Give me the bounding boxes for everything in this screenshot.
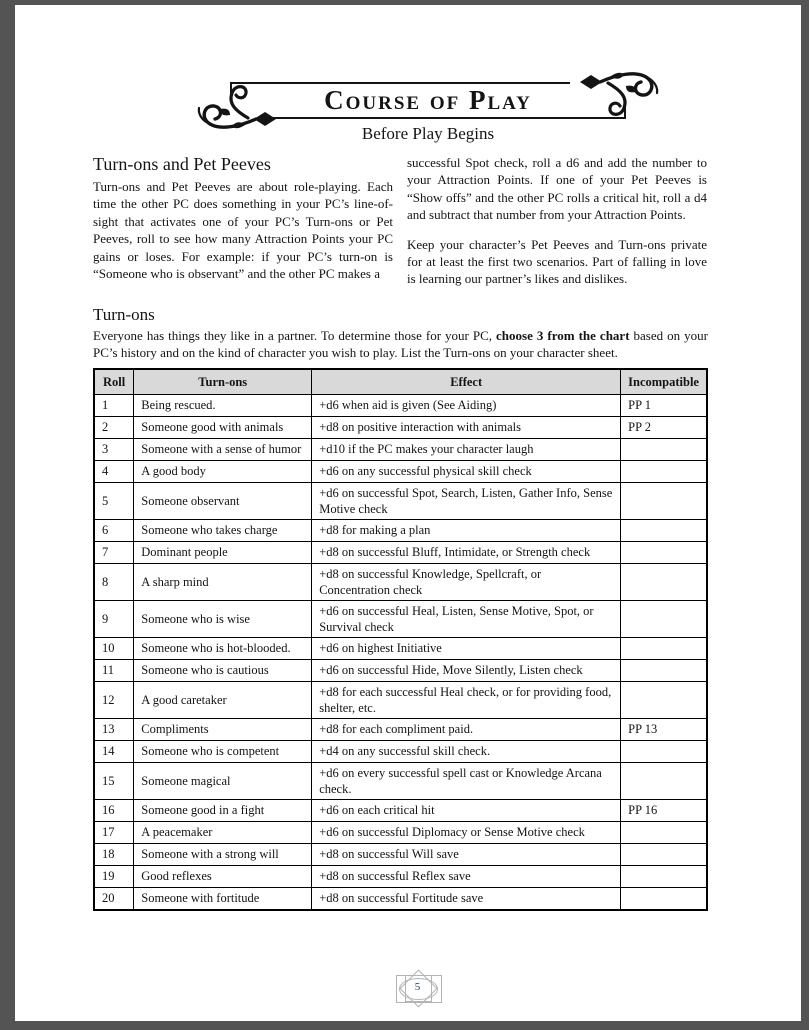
roll-cell: 14 xyxy=(94,740,134,762)
table-row xyxy=(94,821,707,843)
title-banner xyxy=(230,82,626,119)
turnon-cell: Someone magical xyxy=(134,762,312,799)
effect-cell: +d6 on successful Heal, Listen, Sense Motive, Spot, or Survival check xyxy=(312,600,621,637)
table-row xyxy=(94,865,707,887)
intro-paragraph-2: successful Spot check, roll a d6 and add the number to your Attraction Points. If one of your Pet Peeves is “Show offs” and the other PC rolls a critical hit, roll a d4 and subtract that number from your Attraction Points. xyxy=(407,155,707,223)
incompatible-cell: PP 16 xyxy=(621,799,707,821)
effect-cell: +d8 on successful Knowledge, Spellcraft, or Concentration check xyxy=(312,563,621,600)
incompatible-cell: PP 2 xyxy=(621,416,707,438)
incompatible-cell xyxy=(621,438,707,460)
effect-cell: +d4 on any successful skill check. xyxy=(312,740,621,762)
intro-columns xyxy=(93,154,708,288)
incompatible-cell xyxy=(621,865,707,887)
section-heading-turnons: Turn-ons xyxy=(93,304,155,324)
incompatible-cell xyxy=(621,541,707,563)
page-number-ornament xyxy=(395,968,443,1010)
effect-cell: +d8 on successful Fortitude save xyxy=(312,887,621,910)
effect-cell: +d8 for making a plan xyxy=(312,519,621,541)
table-row xyxy=(94,460,707,482)
effect-cell: +d6 on highest Initiative xyxy=(312,637,621,659)
table-row xyxy=(94,659,707,681)
table-row xyxy=(94,541,707,563)
incompatible-cell xyxy=(621,637,707,659)
roll-cell: 2 xyxy=(94,416,134,438)
turnon-cell: Being rescued. xyxy=(134,394,312,416)
table-row xyxy=(94,519,707,541)
incompatible-cell xyxy=(621,762,707,799)
intro-right-column xyxy=(407,154,707,288)
roll-cell: 18 xyxy=(94,843,134,865)
turnon-cell: Someone who is wise xyxy=(134,600,312,637)
table-row xyxy=(94,394,707,416)
effect-cell: +d6 on each critical hit xyxy=(312,799,621,821)
roll-cell: 11 xyxy=(94,659,134,681)
turnons-table xyxy=(93,368,708,911)
effect-cell: +d6 on successful Diplomacy or Sense Motive check xyxy=(312,821,621,843)
effect-cell: +d6 on successful Hide, Move Silently, Listen check xyxy=(312,659,621,681)
incompatible-cell: PP 1 xyxy=(621,394,707,416)
table-row xyxy=(94,482,707,519)
effect-cell: +d8 for each compliment paid. xyxy=(312,718,621,740)
roll-cell: 17 xyxy=(94,821,134,843)
turnon-cell: A good body xyxy=(134,460,312,482)
effect-cell: +d8 on successful Bluff, Intimidate, or Strength check xyxy=(312,541,621,563)
effect-cell: +d8 on successful Reflex save xyxy=(312,865,621,887)
incompatible-cell xyxy=(621,740,707,762)
document-page xyxy=(15,5,801,1021)
roll-cell: 9 xyxy=(94,600,134,637)
roll-cell: 7 xyxy=(94,541,134,563)
turnon-cell: Someone good with animals xyxy=(134,416,312,438)
turnons-table-body xyxy=(94,394,707,910)
incompatible-cell xyxy=(621,460,707,482)
column-header-turnons: Turn-ons xyxy=(134,369,312,395)
column-header-effect: Effect xyxy=(312,369,621,395)
turnon-cell: Someone with fortitude xyxy=(134,887,312,910)
turnon-cell: Someone observant xyxy=(134,482,312,519)
turnon-cell: Someone who is cautious xyxy=(134,659,312,681)
turnon-cell: Someone who is competent xyxy=(134,740,312,762)
table-row xyxy=(94,843,707,865)
roll-cell: 16 xyxy=(94,799,134,821)
table-row xyxy=(94,563,707,600)
turnon-cell: Good reflexes xyxy=(134,865,312,887)
roll-cell: 8 xyxy=(94,563,134,600)
incompatible-cell xyxy=(621,600,707,637)
intro-paragraph-1: Turn-ons and Pet Peeves are about role-playing. Each time the other PC does something in your PC’s line-of-sight that activates one of your PC’s Turn-ons or Pet Peeves, roll to see how many Attraction Points your PC gains or loses. For example: if your PC’s turn-on is “Someone who is observant” and the other PC makes a xyxy=(93,179,393,282)
roll-cell: 3 xyxy=(94,438,134,460)
incompatible-cell xyxy=(621,659,707,681)
table-header-row xyxy=(94,369,707,395)
incompatible-cell xyxy=(621,519,707,541)
column-header-incompatible: Incompatible xyxy=(621,369,707,395)
roll-cell: 15 xyxy=(94,762,134,799)
table-row xyxy=(94,600,707,637)
table-row xyxy=(94,681,707,718)
intro-paragraph-3: Keep your character’s Pet Peeves and Turn-ons private for at least the first two scenarios. Part of falling in love is learning our partner’s likes and dislikes. xyxy=(407,236,707,287)
roll-cell: 10 xyxy=(94,637,134,659)
intro-left-column xyxy=(93,154,393,288)
incompatible-cell xyxy=(621,821,707,843)
effect-cell: +d10 if the PC makes your character laugh xyxy=(312,438,621,460)
turnon-cell: A peacemaker xyxy=(134,821,312,843)
effect-cell: +d6 when aid is given (See Aiding) xyxy=(312,394,621,416)
column-header-roll: Roll xyxy=(94,369,134,395)
effect-cell: +d8 on successful Will save xyxy=(312,843,621,865)
table-row xyxy=(94,718,707,740)
turnon-cell: Compliments xyxy=(134,718,312,740)
turnons-intro-bold: choose 3 from the chart xyxy=(496,327,630,343)
turnon-cell: Someone who is hot-blooded. xyxy=(134,637,312,659)
turnons-intro-pre: Everyone has things they like in a partner. To determine those for your PC, xyxy=(93,327,497,343)
page-subtitle: Before Play Begins xyxy=(361,124,495,143)
turnon-cell: Someone with a sense of humor xyxy=(134,438,312,460)
incompatible-cell xyxy=(621,482,707,519)
turnon-cell: A sharp mind xyxy=(134,563,312,600)
section-heading-turnons-pet-peeves: Turn-ons and Pet Peeves xyxy=(93,154,271,174)
effect-cell: +d6 on successful Spot, Search, Listen, Gather Info, Sense Motive check xyxy=(312,482,621,519)
roll-cell: 1 xyxy=(94,394,134,416)
table-row xyxy=(94,740,707,762)
effect-cell: +d8 for each successful Heal check, or for providing food, shelter, etc. xyxy=(312,681,621,718)
turnon-cell: Someone with a strong will xyxy=(134,843,312,865)
roll-cell: 4 xyxy=(94,460,134,482)
turnon-cell: Someone who takes charge xyxy=(134,519,312,541)
roll-cell: 5 xyxy=(94,482,134,519)
effect-cell: +d6 on every successful spell cast or Knowledge Arcana check. xyxy=(312,762,621,799)
effect-cell: +d6 on any successful physical skill check xyxy=(312,460,621,482)
table-row xyxy=(94,637,707,659)
table-row xyxy=(94,416,707,438)
roll-cell: 20 xyxy=(94,887,134,910)
turnons-intro-paragraph xyxy=(93,327,708,362)
table-row xyxy=(94,887,707,910)
roll-cell: 6 xyxy=(94,519,134,541)
incompatible-cell xyxy=(621,843,707,865)
incompatible-cell xyxy=(621,563,707,600)
table-row xyxy=(94,799,707,821)
roll-cell: 19 xyxy=(94,865,134,887)
page-content xyxy=(15,154,801,911)
page-title: Course of Play xyxy=(324,85,532,115)
page-number: 5 xyxy=(414,981,421,993)
roll-cell: 13 xyxy=(94,718,134,740)
effect-cell: +d8 on positive interaction with animals xyxy=(312,416,621,438)
incompatible-cell: PP 13 xyxy=(621,718,707,740)
table-row xyxy=(94,762,707,799)
incompatible-cell xyxy=(621,681,707,718)
turnon-cell: Someone good in a fight xyxy=(134,799,312,821)
table-row xyxy=(94,438,707,460)
incompatible-cell xyxy=(621,887,707,910)
turnon-cell: A good caretaker xyxy=(134,681,312,718)
turnon-cell: Dominant people xyxy=(134,541,312,563)
turnons-intro-post: based on your PC’s history and on the kind of character you wish to play. List the Turn-ons on your character sheet. xyxy=(93,327,708,361)
roll-cell: 12 xyxy=(94,681,134,718)
